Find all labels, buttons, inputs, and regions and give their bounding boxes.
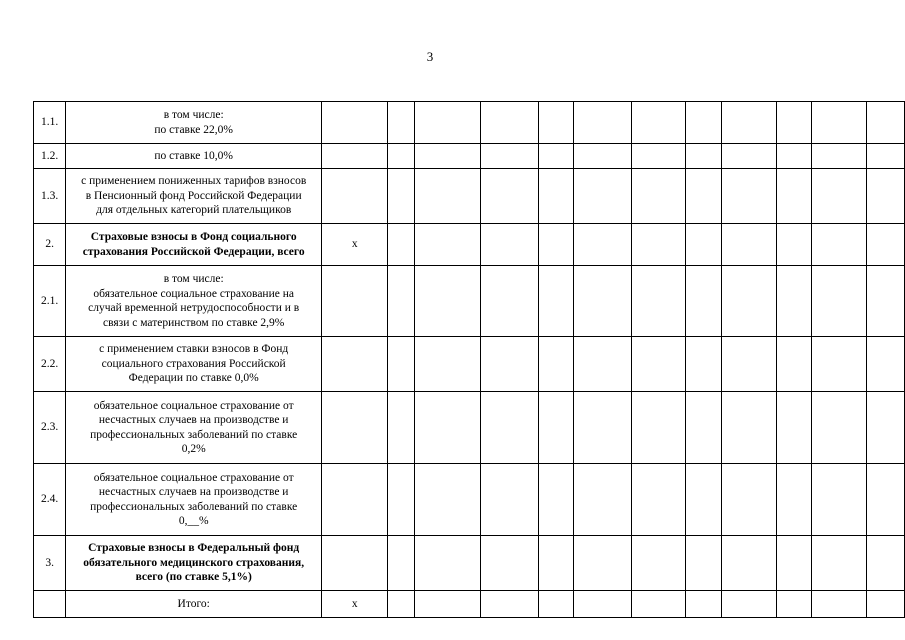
value-cell <box>866 144 904 169</box>
value-cell <box>415 102 481 144</box>
table-row <box>34 591 905 618</box>
value-cell <box>686 536 721 591</box>
value-cell <box>866 337 904 392</box>
row-number: 1.3. <box>34 169 66 224</box>
value-cell <box>481 591 538 618</box>
table-row <box>34 224 905 266</box>
value-cell <box>811 224 866 266</box>
value-cell <box>866 591 904 618</box>
value-cell <box>388 392 415 464</box>
value-cell <box>322 337 388 392</box>
value-cell <box>574 266 631 337</box>
value-cell <box>721 224 776 266</box>
value-cell <box>415 464 481 536</box>
description-line: Страховые взносы в Федеральный фонд <box>88 542 300 555</box>
value-cell <box>686 337 721 392</box>
value-cell <box>481 144 538 169</box>
description-line: профессиональных заболеваний по ставке <box>90 500 298 513</box>
value-cell: x <box>322 224 388 266</box>
value-cell <box>538 102 573 144</box>
value-cell <box>574 102 631 144</box>
row-number: 1.1. <box>34 102 66 144</box>
value-cell <box>481 392 538 464</box>
value-cell <box>811 266 866 337</box>
value-cell <box>721 102 776 144</box>
value-cell <box>686 591 721 618</box>
value-cell <box>866 392 904 464</box>
row-description <box>66 337 322 392</box>
row-description <box>66 536 322 591</box>
value-cell <box>538 169 573 224</box>
value-cell <box>686 266 721 337</box>
table-row <box>34 102 905 144</box>
value-cell <box>686 392 721 464</box>
description-line: несчастных случаев на производстве и <box>98 414 289 426</box>
value-cell <box>721 169 776 224</box>
value-cell <box>322 536 388 591</box>
value-cell <box>415 266 481 337</box>
value-cell <box>388 337 415 392</box>
description-line: 0,__% <box>178 515 209 527</box>
row-number: 3. <box>34 536 66 591</box>
value-cell <box>631 144 686 169</box>
value-cell <box>322 464 388 536</box>
value-cell <box>388 266 415 337</box>
value-cell <box>776 102 811 144</box>
value-cell <box>811 536 866 591</box>
value-cell <box>631 464 686 536</box>
value-cell <box>481 266 538 337</box>
row-description <box>66 392 322 464</box>
value-cell <box>388 144 415 169</box>
description-line: в том числе: <box>163 109 224 121</box>
value-cell <box>415 169 481 224</box>
value-cell <box>481 464 538 536</box>
value-cell <box>322 102 388 144</box>
description-line: социального страхования Российской <box>101 357 286 370</box>
value-cell <box>866 169 904 224</box>
value-cell <box>811 464 866 536</box>
value-cell <box>631 169 686 224</box>
row-number: 1.2. <box>34 144 66 169</box>
table-row <box>34 464 905 536</box>
row-number: 2.4. <box>34 464 66 536</box>
value-cell <box>811 337 866 392</box>
description-line: обязательное социальное страхование на <box>93 287 294 300</box>
value-cell <box>776 144 811 169</box>
description-line: в Пенсионный фонд Российской Федерации <box>85 189 302 202</box>
value-cell <box>811 392 866 464</box>
value-cell <box>866 266 904 337</box>
value-cell <box>388 224 415 266</box>
value-cell <box>686 144 721 169</box>
description-line: профессиональных заболеваний по ставке <box>90 428 298 441</box>
value-cell <box>631 536 686 591</box>
table-row <box>34 337 905 392</box>
value-cell <box>481 536 538 591</box>
value-cell <box>481 337 538 392</box>
value-cell <box>776 591 811 618</box>
value-cell <box>538 536 573 591</box>
value-cell <box>415 144 481 169</box>
value-cell <box>811 102 866 144</box>
table-row <box>34 169 905 224</box>
value-cell <box>776 536 811 591</box>
value-cell <box>721 591 776 618</box>
value-cell <box>721 464 776 536</box>
value-cell <box>574 464 631 536</box>
row-number: 2.1. <box>34 266 66 337</box>
description-line: обязательного медицинского страхования, <box>83 556 305 569</box>
value-cell <box>538 464 573 536</box>
value-cell <box>721 337 776 392</box>
value-cell <box>574 536 631 591</box>
value-cell <box>686 169 721 224</box>
row-description <box>66 144 322 169</box>
row-description <box>66 591 322 618</box>
row-description <box>66 169 322 224</box>
value-cell <box>776 337 811 392</box>
value-cell <box>686 224 721 266</box>
value-cell <box>866 224 904 266</box>
description-line: Федерации по ставке 0,0% <box>128 372 259 385</box>
value-cell <box>631 591 686 618</box>
value-cell <box>811 169 866 224</box>
row-number: 2.2. <box>34 337 66 392</box>
value-cell <box>721 536 776 591</box>
value-cell <box>776 392 811 464</box>
value-cell <box>481 224 538 266</box>
table-row <box>34 392 905 464</box>
contributions-table <box>33 101 905 618</box>
row-description <box>66 266 322 337</box>
value-cell <box>776 169 811 224</box>
value-cell <box>686 102 721 144</box>
value-cell <box>631 392 686 464</box>
value-cell <box>811 144 866 169</box>
value-cell <box>776 266 811 337</box>
table-row <box>34 266 905 337</box>
value-cell <box>415 536 481 591</box>
description-line: случай временной нетрудоспособности и в <box>88 302 300 314</box>
row-description <box>66 464 322 536</box>
row-description <box>66 224 322 266</box>
value-cell <box>388 591 415 618</box>
description-line: в том числе: <box>163 273 224 285</box>
value-cell <box>776 464 811 536</box>
description-line: по ставке 22,0% <box>154 123 233 136</box>
value-cell <box>415 591 481 618</box>
page-number: 3 <box>426 49 434 64</box>
value-cell: x <box>322 591 388 618</box>
description-line: всего (по ставке 5,1%) <box>135 571 252 584</box>
value-cell <box>538 224 573 266</box>
value-cell <box>574 169 631 224</box>
value-cell <box>721 144 776 169</box>
description-line: с применением ставки взносов в Фонд <box>99 343 289 356</box>
description-line: 0,2% <box>181 443 206 455</box>
description-line: с применением пониженных тарифов взносов <box>81 175 307 188</box>
description-line: по ставке 10,0% <box>154 149 233 162</box>
value-cell <box>322 392 388 464</box>
table-row <box>34 144 905 169</box>
value-cell <box>538 266 573 337</box>
value-cell <box>415 337 481 392</box>
value-cell <box>574 591 631 618</box>
value-cell <box>631 337 686 392</box>
description-line: обязательное социальное страхование от <box>93 471 294 484</box>
value-cell <box>538 144 573 169</box>
row-number <box>34 591 66 618</box>
row-number: 2.3. <box>34 392 66 464</box>
value-cell <box>388 464 415 536</box>
description-line: обязательное социальное страхование от <box>93 399 294 412</box>
value-cell <box>538 591 573 618</box>
value-cell <box>481 102 538 144</box>
value-cell <box>481 169 538 224</box>
value-cell <box>811 591 866 618</box>
value-cell <box>686 464 721 536</box>
value-cell <box>388 102 415 144</box>
value-cell <box>574 392 631 464</box>
row-description <box>66 102 322 144</box>
value-cell <box>322 144 388 169</box>
value-cell <box>322 266 388 337</box>
value-cell <box>866 464 904 536</box>
value-cell <box>388 536 415 591</box>
value-cell <box>866 102 904 144</box>
value-cell <box>574 224 631 266</box>
value-cell <box>322 169 388 224</box>
value-cell <box>631 266 686 337</box>
value-cell <box>388 169 415 224</box>
value-cell <box>538 337 573 392</box>
value-cell <box>574 144 631 169</box>
value-cell <box>721 392 776 464</box>
value-cell <box>538 392 573 464</box>
description-line: связи с материнством по ставке 2,9% <box>102 316 285 329</box>
description-line: несчастных случаев на производстве и <box>98 486 289 498</box>
row-number: 2. <box>34 224 66 266</box>
value-cell <box>866 536 904 591</box>
description-line: для отдельных категорий плательщиков <box>96 204 292 217</box>
value-cell <box>721 266 776 337</box>
table-row <box>34 536 905 591</box>
value-cell <box>415 392 481 464</box>
value-cell <box>776 224 811 266</box>
description-line: Страховые взносы в Фонд социального <box>90 231 297 243</box>
value-cell <box>415 224 481 266</box>
value-cell <box>631 224 686 266</box>
value-cell <box>574 337 631 392</box>
description-line: страхования Российской Федерации, всего <box>82 245 305 258</box>
value-cell <box>631 102 686 144</box>
description-line: Итого: <box>177 597 210 610</box>
